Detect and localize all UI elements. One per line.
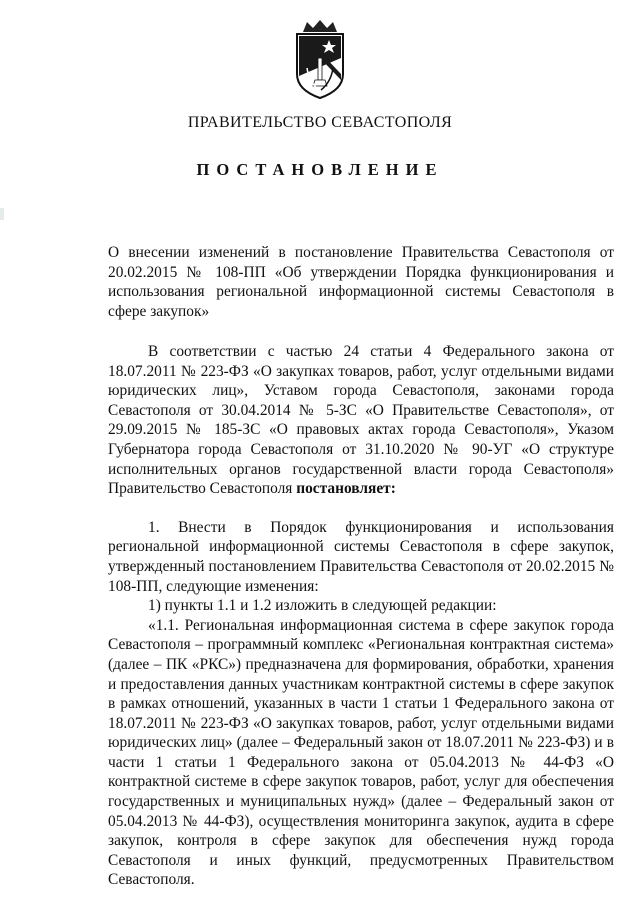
scan-margin-mark <box>0 208 4 220</box>
resolves-word: постановляет: <box>296 480 396 498</box>
preamble-text: В соответствии с частью 24 статьи 4 Федерального закона от 18.07.2011 № 223-ФЗ «О закупках товаров, работ, услуг отдельными видами юридических лиц», Уставом города Севастополя, законами города Севастополя от 30.04.2014 № 5-ЗС «О Правительстве Севастополя», от 29.09.2015 № 185-ЗС «О правовых актах города Севастополя», Указом Губернатора города Севастополя от 31.10.2020 № 90-УГ «О структуре исполнительных органов государственной власти города Севастополя» Правительство Севастополя <box>108 343 614 498</box>
item-1-1-text-paragraph: «1.1. Региональная информационная система в сфере закупок города Севастополя – программный комплекс «Региональная контрактная система» (далее – ПК «РКС») предназначена для формирования, обработки, хранения и предоставления данных участникам контрактной системы в сфере закупок в рамках отношений, указанных в части 1 статьи 1 Федерального закона от 18.07.2011 № 223-ФЗ «О закупках товаров, работ, услуг отдельными видами юридических лиц» (далее – Федеральный закон от 18.07.2011 № 223-ФЗ) и в части 1 статьи 1 Федерального закона от 05.04.2013 № 44-ФЗ «О контрактной системе в сфере закупок товаров, работ, услуг для обеспечения государственных и муниципальных нужд» (далее – Федеральный закон от 05.04.2013 № 44-ФЗ), осуществления мониторинга закупок, аудита в сфере закупок, контроля в сфере закупок для обеспечения нужд города Севастополя и иных функций, предусмотренных Правительством Севастополя. <box>108 616 614 889</box>
document-type-title: ПОСТАНОВЛЕНИЕ <box>196 160 444 179</box>
item-1-1-paragraph: 1) пункты 1.1 и 1.2 изложить в следующей редакции: <box>148 597 497 615</box>
item-1-paragraph: 1. Внести в Порядок функционирования и использования региональной информационной системы Севастополя в сфере закупок, утвержденный постановлением Правительства Севастополя от 20.02.2015 № 108-ПП, следующие изменения: <box>108 518 614 595</box>
government-name: ПРАВИТЕЛЬСТВО СЕВАСТОПОЛЯ <box>187 114 453 131</box>
preamble-paragraph <box>108 342 614 499</box>
sevastopol-coat-of-arms-icon <box>291 18 349 100</box>
document-body <box>108 342 614 890</box>
document-subject: О внесении изменений в постановление Правительства Севастополя от 20.02.2015 № 108-ПП «Об утверждении Порядка функционирования и использования региональной информационной системы Севастополя в сфере закупок» <box>108 244 614 320</box>
